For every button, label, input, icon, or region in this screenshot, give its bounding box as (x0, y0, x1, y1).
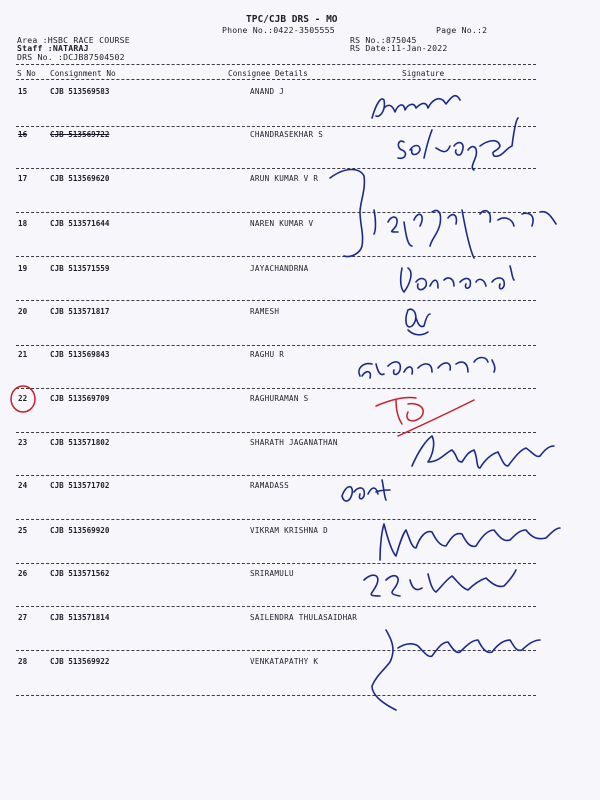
rs-date: RS Date:11-Jan-2022 (350, 43, 448, 53)
row-sno: 15 (18, 87, 28, 96)
row-sno: 17 (18, 174, 28, 183)
row-sno: 28 (18, 657, 28, 666)
staff-label: Staff :NATARAJ (17, 43, 89, 53)
row-divider (16, 388, 536, 389)
row-sno: 16 (18, 130, 28, 139)
row-sno: 23 (18, 438, 28, 447)
table-row (0, 173, 600, 217)
row-sno: 19 (18, 264, 28, 273)
row-consignment: CJB 513571802 (50, 438, 110, 447)
row-consignee: SAILENDRA THULASAIDHAR (250, 613, 358, 622)
column-divider (16, 79, 536, 80)
row-sno: 20 (18, 307, 28, 316)
row-consignee: SRIRAMULU (250, 569, 294, 578)
row-consignee: ARUN KUMAR V R (250, 174, 319, 183)
row-divider (16, 300, 536, 301)
row-sno: 25 (18, 526, 28, 535)
table-row (0, 129, 600, 173)
row-divider (16, 256, 536, 257)
row-sno: 26 (18, 569, 28, 578)
row-consignee: RAMESH (250, 307, 280, 316)
row-divider (16, 606, 536, 607)
table-row (0, 86, 600, 130)
row-consignment: CJB 513571814 (50, 613, 110, 622)
row-consignment: CJB 513569722 (50, 130, 110, 139)
row-divider (16, 519, 536, 520)
table-row (0, 656, 600, 700)
row-consignee: JAYACHANDRNA (250, 264, 309, 273)
table-row (0, 480, 600, 524)
row-consignment: CJB 513571817 (50, 307, 110, 316)
col-sno: S No (17, 69, 36, 78)
row-sno: 24 (18, 481, 28, 490)
row-consignment: CJB 513569843 (50, 350, 110, 359)
row-sno: 27 (18, 613, 28, 622)
row-divider (16, 126, 536, 127)
row-consignment: CJB 513571559 (50, 264, 110, 273)
row-consignee: RAGHURAMAN S (250, 394, 309, 403)
row-consignment: CJB 513569620 (50, 174, 110, 183)
row-consignee: SHARATH JAGANATHAN (250, 438, 338, 447)
row-consignment: CJB 513571562 (50, 569, 110, 578)
row-sno: 18 (18, 219, 28, 228)
header-divider (16, 64, 536, 65)
row-divider (16, 212, 536, 213)
table-row (0, 349, 600, 393)
row-sno: 21 (18, 350, 28, 359)
page-number: Page No.:2 (436, 25, 488, 35)
row-consignment: CJB 513569709 (50, 394, 110, 403)
col-signature: Signature (402, 69, 445, 78)
row-divider (16, 168, 536, 169)
drs-number: DRS No. :DCJB87504502 (17, 52, 125, 62)
row-consignee: RAMADASS (250, 481, 289, 490)
row-consignment: CJB 513569922 (50, 657, 110, 666)
area-label: Area :HSBC RACE COURSE (17, 35, 130, 45)
col-consignee: Consignee Details (228, 69, 308, 78)
table-row (0, 306, 600, 350)
row-sno: 22 (18, 394, 28, 403)
row-consignee: ANAND J (250, 87, 285, 96)
row-divider (16, 650, 536, 651)
row-consignee: VIKRAM KRISHNA D (250, 526, 328, 535)
row-divider (16, 345, 536, 346)
row-divider (16, 432, 536, 433)
row-divider (16, 563, 536, 564)
document-title: TPC/CJB DRS - MO (246, 14, 338, 25)
row-consignee: NAREN KUMAR V (250, 219, 314, 228)
row-consignment: CJB 513569583 (50, 87, 110, 96)
row-consignment: CJB 513569920 (50, 526, 110, 535)
row-consignee: VENKATAPATHY K (250, 657, 319, 666)
table-row (0, 393, 600, 437)
row-consignment: CJB 513571644 (50, 219, 110, 228)
col-consignment: Consignment No (50, 69, 116, 78)
row-consignment: CJB 513571702 (50, 481, 110, 490)
rs-number: RS No.:875045 (350, 35, 417, 45)
row-consignee: RAGHU R (250, 350, 285, 359)
phone-number: Phone No.:0422-3505555 (222, 25, 335, 35)
row-divider (16, 475, 536, 476)
row-consignee: CHANDRASEKHAR S (250, 130, 324, 139)
row-divider (16, 695, 536, 696)
